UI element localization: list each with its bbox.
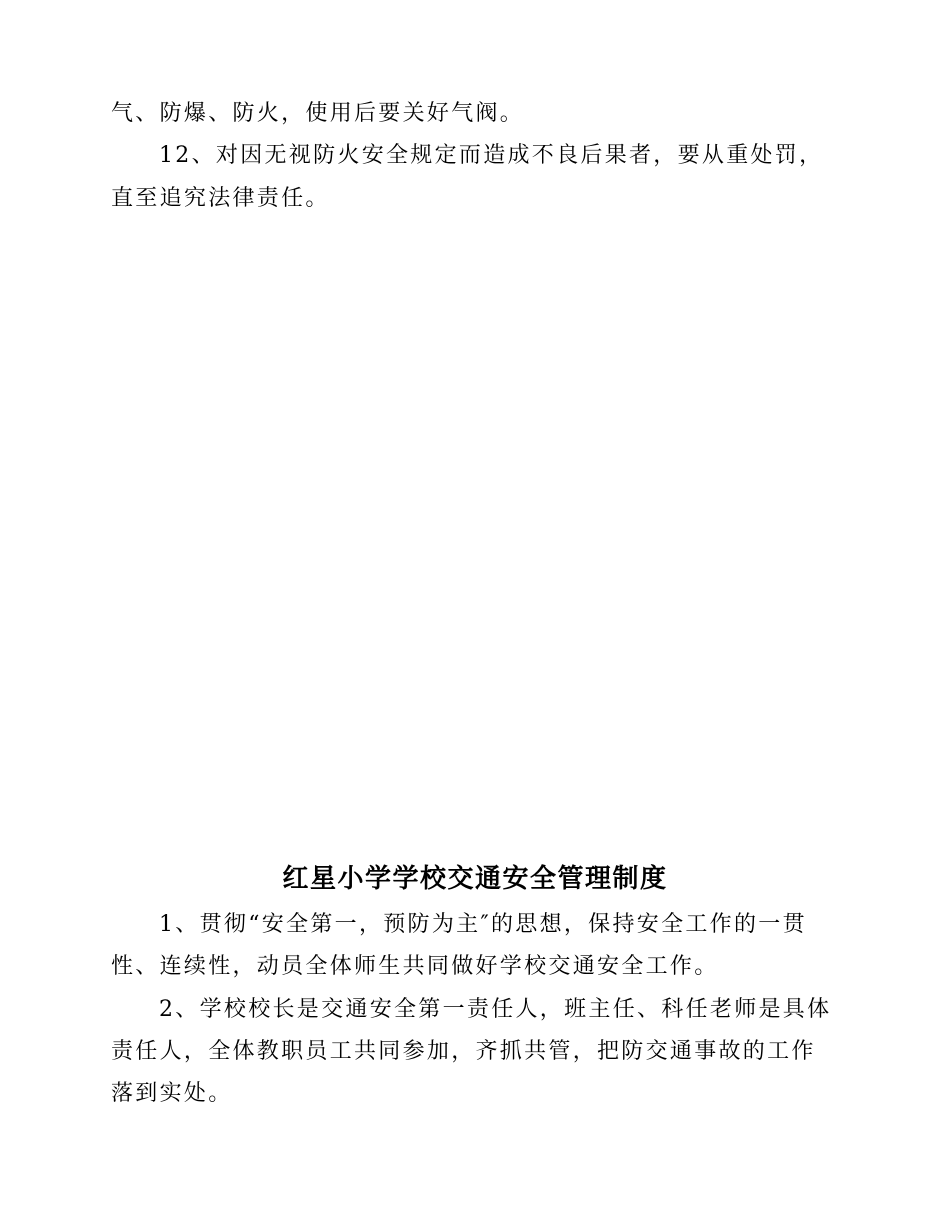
paragraph-line: 1、贯彻“安全第一，预防为主″的思想，保持安全工作的一贯	[159, 912, 807, 937]
paragraph-line: 气、防爆、防火，使用后要关好气阀。	[111, 101, 525, 126]
paragraph-line: 12、对因无视防火安全规定而造成不良后果者，要从重处罚，	[159, 143, 824, 168]
paragraph-line: 2、学校校长是交通安全第一责任人，班主任、科任老师是具体	[159, 997, 832, 1022]
paragraph-line: 直至追究法律责任。	[111, 186, 330, 211]
paragraph-line: 责任人，全体教职员工共同参加，齐抓共管，把防交通事故的工作	[111, 1039, 816, 1064]
paragraph-line: 落到实处。	[111, 1081, 233, 1106]
section-title: 红星小学学校交通安全管理制度	[282, 864, 668, 894]
paragraph-line: 性、连续性，动员全体师生共同做好学校交通安全工作。	[111, 954, 719, 979]
